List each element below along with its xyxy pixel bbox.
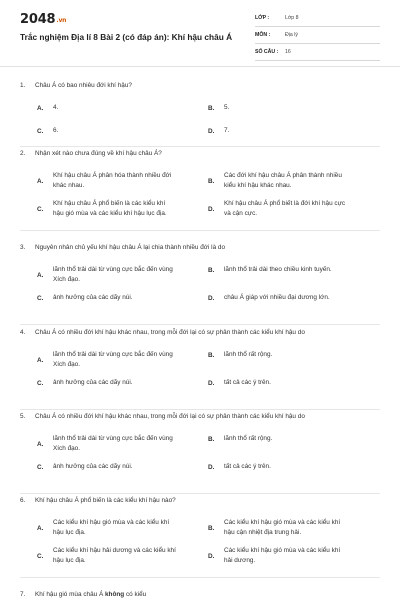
option-letter: D. [208,380,215,387]
option-text: hậu lục địa. [53,557,86,564]
option-letter: A. [37,178,44,185]
option-letter: A. [37,525,44,532]
option-text: hậu lục địa. [53,529,86,536]
option-text: lãnh thổ trải dài từ vùng cực bắc đến vùng [53,265,173,273]
option-letter: C. [37,295,44,302]
option-text: lãnh thổ rất rộng. [224,434,273,442]
option-text: ảnh hưởng của các dãy núi. [53,378,133,386]
question-divider [20,409,380,410]
question-divider [20,146,380,147]
question-divider [20,230,380,231]
option-text: châu Á giáp với nhiều đại dương lớn. [224,293,330,301]
question-text: 6. Khí hậu châu Á phổ biến là các kiểu khí hậu nào? [20,497,176,504]
option-letter: D. [208,128,215,135]
option-text: Khí hậu châu Á phổ biết là đới khí hậu cực [224,199,346,207]
option-text: 5. [224,103,230,111]
option-text: lãnh thổ trải dài từ vùng cực bắc đến vùng [53,434,173,442]
option-letter: B. [208,352,215,359]
option-letter: A. [37,441,44,448]
option-text: Khí hậu châu Á phân hóa thành nhiều đới [53,171,172,179]
header-divider [0,66,400,67]
option-text: tất cả các ý trên. [224,378,271,386]
option-text: Các kiểu khí hậu gió mùa và các kiểu khí [224,546,341,554]
option-text: hậu cận nhiệt địa trung hải. [224,529,302,536]
option-letter: A. [37,357,44,364]
option-text: ảnh hưởng của các dãy núi. [53,462,133,470]
option-text: ảnh hưởng của các dãy núi. [53,293,133,301]
option-text: 4. [53,103,59,111]
question-text: 2. Nhận xét nào chưa đúng về khí hậu châu Á? [20,150,162,157]
option-text: Xích đạo. [53,276,81,283]
meta-row-subject: MÔN : Địa lý [255,27,380,44]
option-letter: B. [208,178,215,185]
option-text: Các kiểu khí hậu gió mùa và các kiểu khí [53,518,170,526]
option-text: Khí hậu châu Á phổ biến là các kiểu khí [53,199,166,207]
option-text: tất cả các ý trên. [224,462,271,470]
option-text: Xích đạo. [53,361,81,368]
option-letter: C. [37,128,44,135]
page-header [0,0,400,72]
option-text: 7. [224,126,230,134]
question-text: 5. Châu Á có nhiều đới khí hậu khác nhau, trong mỗi đới lại có sự phân thành các kiểu khí hậu do [20,413,305,420]
option-text: Các kiểu khí hậu hải dương và các kiểu khí [53,546,176,554]
option-letter: D. [208,206,215,213]
option-letter: D. [208,295,215,302]
option-letter: D. [208,553,215,560]
option-letter: B. [208,267,215,274]
option-text: khác nhau. [53,182,85,189]
option-text: lãnh thổ rất rộng. [224,350,273,358]
option-text: Các kiểu khí hậu gió mùa và các kiểu khí [224,518,341,526]
question-text: 1. Châu Á có bao nhiêu đới khí hậu? [20,82,132,89]
option-letter: C. [37,464,44,471]
option-letter: B. [208,105,215,112]
option-text: hậu gió mùa và các kiểu khí hậu lục địa. [53,210,167,217]
option-letter: C. [37,206,44,213]
question-text: 3. Nguyên nhân chủ yếu khí hậu châu Á lại chia thành nhiều đới là do [20,244,226,251]
page-title: Trắc nghiệm Địa lí 8 Bài 2 (có đáp án): Khí hậu châu Á [20,32,233,42]
meta-panel [255,10,380,61]
option-text: kiểu khí hậu khác nhau. [224,182,292,189]
question-text: 4. Châu Á có nhiều đới khí hậu khác nhau, trong mỗi đới lại có sự phân thành các kiểu khí hậu do [20,329,305,336]
option-text: lãnh thổ trải dài theo chiều kinh tuyến. [224,265,332,273]
question-divider [20,577,380,578]
site-logo[interactable]: 2048.vn [20,12,67,27]
option-letter: C. [37,380,44,387]
option-text: 6. [53,126,59,134]
option-text: hải dương. [224,557,256,564]
option-letter: B. [208,436,215,443]
option-letter: B. [208,525,215,532]
option-text: Các đới khí hậu châu Á phân thành nhiều [224,171,342,179]
option-text: và cận cực. [224,210,258,217]
option-letter: A. [37,272,44,279]
meta-row-class: LỚP : Lớp 8 [255,10,380,27]
option-text: lãnh thổ trải dài từ vùng cực bắc đến vùng [53,350,173,358]
question-divider [20,493,380,494]
option-text: Xích đạo. [53,445,81,452]
option-letter: C. [37,553,44,560]
meta-row-count: SỐ CÂU : 16 [255,44,380,61]
option-letter: A. [37,105,44,112]
option-letter: D. [208,464,215,471]
question-divider [20,324,380,325]
